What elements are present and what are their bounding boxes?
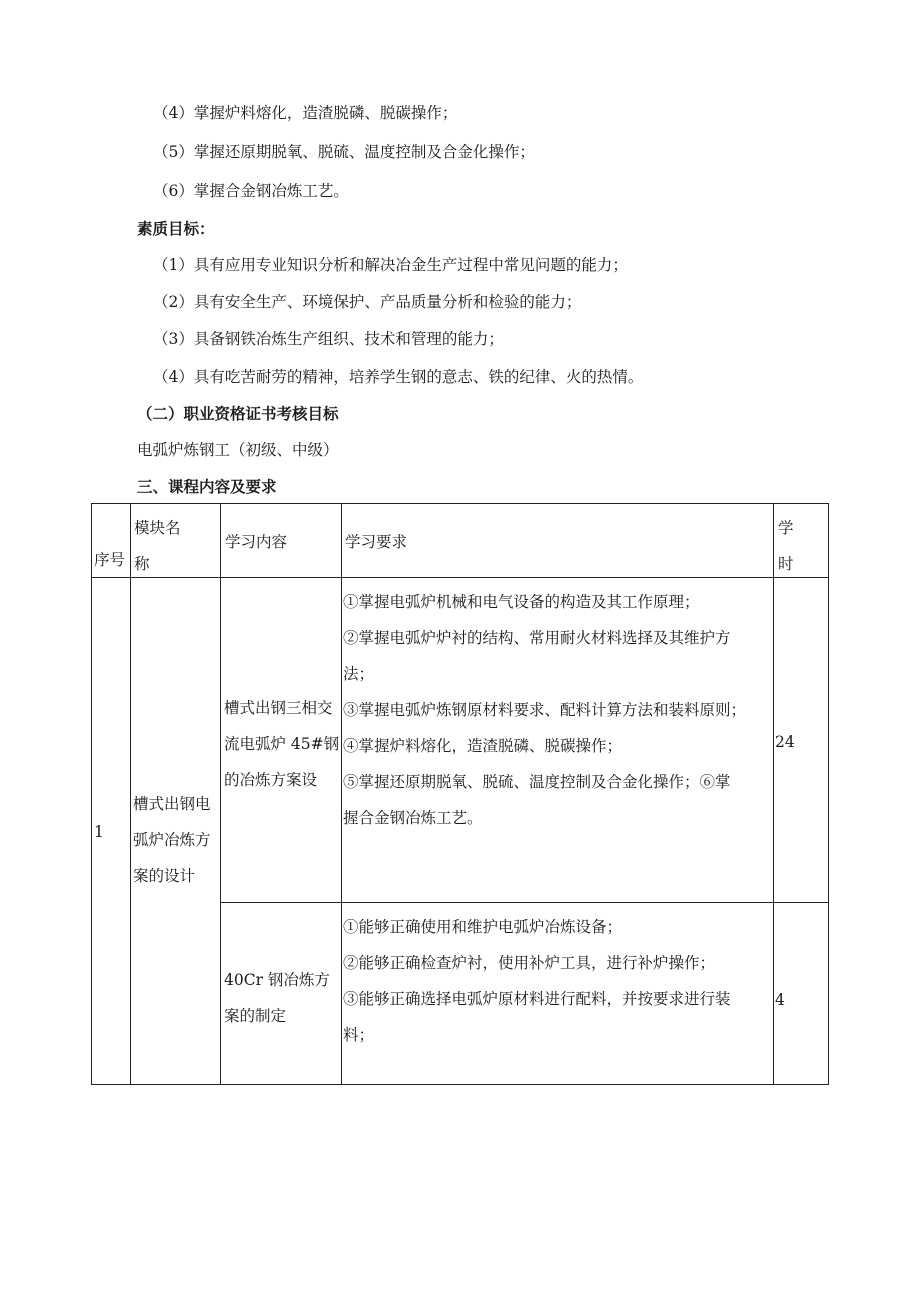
- sub2-requirements: ①能够正确使用和维护电弧炉冶炼设备； ②能够正确检查炉衬，使用补炉工具，进行补炉操作； ③能够正确选择电弧炉原材料进行配料，并按要求进行装 料；: [343, 918, 731, 1044]
- header-hours-line1: 学: [778, 519, 794, 537]
- quality-objectives-heading: 素质目标：: [137, 220, 215, 238]
- sub2-hours: 4: [775, 991, 785, 1009]
- row1-module: 槽式出钢电 弧炉冶炼方 案的设计: [133, 795, 211, 885]
- sub1-hours: 24: [775, 733, 795, 751]
- quality-item-3: （3）具备钢铁冶炼生产组织、技术和管理的能力；: [153, 330, 504, 348]
- course-content-table: [91, 503, 829, 1085]
- header-requirement: 学习要求: [345, 533, 408, 551]
- quality-item-1: （1）具有应用专业知识分析和解决冶金生产过程中常见问题的能力；: [153, 256, 628, 274]
- quality-item-2: （2）具有安全生产、环境保护、产品质量分析和检验的能力；: [153, 293, 582, 311]
- section-3-heading: 三、课程内容及要求: [137, 478, 277, 496]
- sub2-content: 40Cr 钢冶炼方 案的制定: [224, 971, 330, 1025]
- header-content: 学习内容: [225, 533, 288, 551]
- objective-item-5: （5）掌握还原期脱氧、脱硫、温度控制及合金化操作；: [153, 143, 535, 161]
- header-module-line1: 模块名: [134, 519, 181, 537]
- objective-item-6: （6）掌握合金钢冶炼工艺。: [153, 182, 349, 200]
- header-module-line2: 称: [134, 555, 150, 573]
- row1-seq: 1: [94, 823, 104, 841]
- quality-item-4: （4）具有吃苦耐劳的精神，培养学生钢的意志、铁的纪律、火的热情。: [153, 368, 644, 386]
- certificate-heading: （二）职业资格证书考核目标: [137, 405, 339, 423]
- sub1-requirements: ①掌握电弧炉机械和电气设备的构造及其工作原理； ②掌握电弧炉炉衬的结构、常用耐火材料选择及其维护方 法； ③掌握电弧炉炼钢原材料要求、配料计算方法和装料原则； ④掌握炉料熔化，造渣脱磷、脱碳操作； ⑤掌握还原期脱氧、脱硫、温度控制及合金化操作；⑥掌 握合金钢冶炼工艺。: [343, 593, 747, 827]
- sub1-content: 槽式出钢三相交 流电弧炉 45#钢 的冶炼方案设: [224, 699, 340, 789]
- objective-item-4: （4）掌握炉料熔化，造渣脱磷、脱碳操作；: [153, 104, 458, 122]
- header-seq: 序号: [94, 551, 126, 569]
- certificate-text: 电弧炉炼钢工（初级、中级）: [137, 441, 339, 459]
- header-hours-line2: 时: [778, 555, 794, 573]
